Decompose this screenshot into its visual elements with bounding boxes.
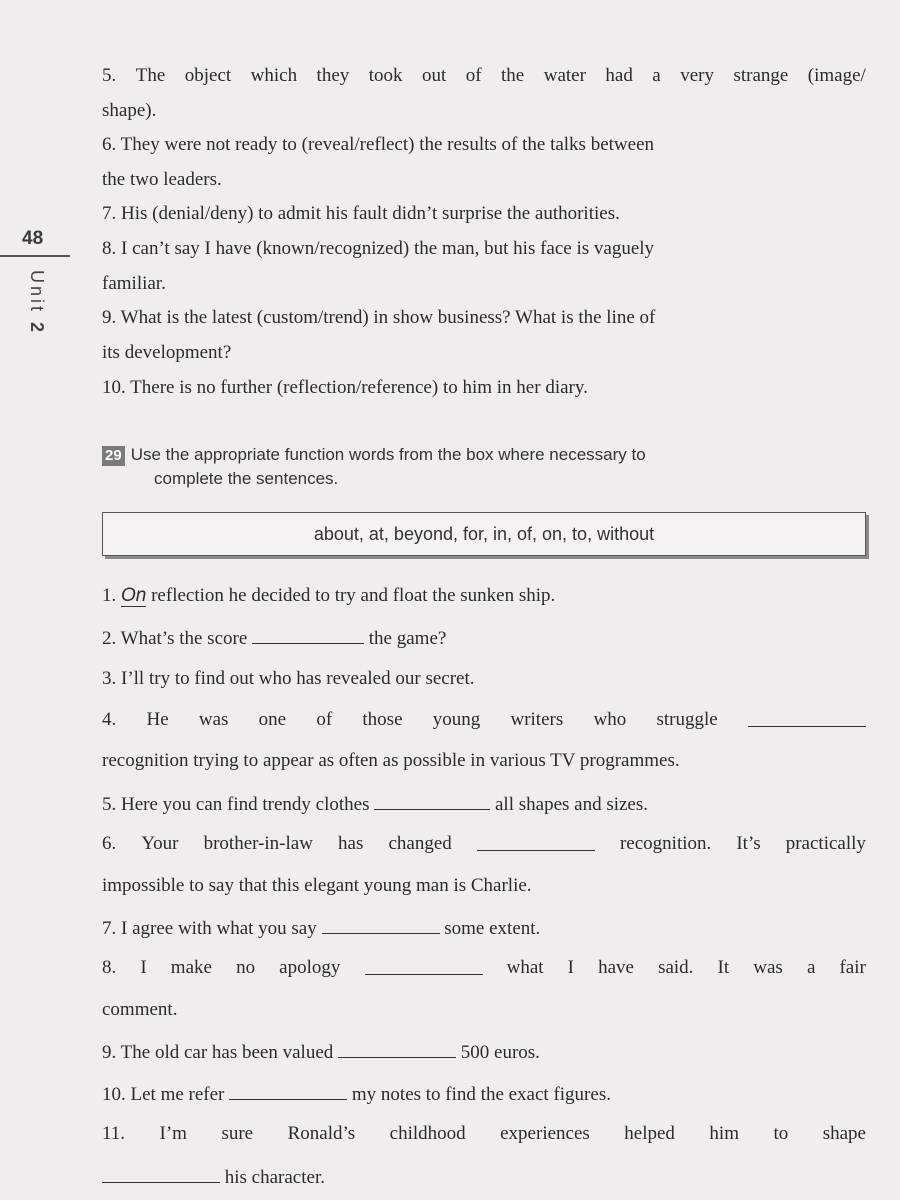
unit-label [26,270,47,335]
exercise-number-badge: 29 [102,446,125,466]
word: took [368,65,403,86]
word: struggle [656,709,718,730]
unit-word: Unit [27,270,47,315]
word: a [806,957,816,978]
word: He [146,709,169,730]
sentence-6b: impossible to say that this elegant young man is Charlie. [102,875,532,896]
word: experiences [500,1123,590,1144]
word-box-text: about, at, beyond, for, in, of, on, to, without [313,523,655,544]
word: writers [510,709,564,730]
prev-line-7: 7. His (denial/deny) to admit his fault didn’t surprise the authorities. [102,203,620,224]
answer-blank[interactable] [338,1039,456,1058]
page-number: 48 [22,228,44,249]
prev-line-5b: shape). [102,100,157,121]
exercise-instruction-2: complete the sentences. [154,469,339,488]
page-margin [0,0,76,1200]
sentence-9: 9. The old car has been valued 500 euros. [102,1039,540,1065]
word: helped [624,1123,675,1144]
word: (image/ [807,65,866,86]
word: Ronald’s [287,1123,356,1144]
word: have [598,957,634,978]
word: I [567,957,574,978]
prev-line-5a [102,64,866,88]
word: was [753,957,783,978]
word: apology [279,957,341,978]
word: object [184,65,232,86]
word: practically [785,833,866,854]
exercise-instruction-1: Use the appropriate function words from the box where necessary to [130,445,646,464]
word: said. [658,957,694,978]
word: 8. [102,957,117,978]
word: 5. [102,65,117,86]
word: who [593,709,627,730]
unit-number: 2 [27,322,47,336]
word: was [198,709,229,730]
word: recognition. [619,833,712,854]
word: to [773,1123,789,1144]
word-box [102,512,866,556]
word: young [432,709,481,730]
prev-line-6b: the two leaders. [102,169,222,190]
prev-line-8a: 8. I can’t say I have (known/recognized) the man, but his face is vaguely [102,238,655,259]
sentence-3: 3. I’ll try to find out who has revealed our secret. [102,668,475,689]
word: what [506,957,544,978]
word: one [258,709,287,730]
word: very [680,65,714,86]
sentence-10: 10. Let me refer my notes to find the exact figures. [102,1081,611,1107]
prev-line-6a: 6. They were not ready to (reveal/reflect) the results of the talks between [102,134,655,155]
word: I [140,957,147,978]
word: make [170,957,212,978]
exercise-heading [102,443,868,491]
sentence-11b: his character. [102,1164,325,1190]
prev-line-10: 10. There is no further (reflection/reference) to him in her diary. [102,377,588,398]
word: brother-in-law [203,833,313,854]
answer-blank[interactable] [102,1164,220,1183]
answer-blank[interactable] [252,625,364,644]
prev-line-9a: 9. What is the latest (custom/trend) in show business? What is the line of [102,307,656,328]
word: Your [141,833,179,854]
word: The [135,65,166,86]
word: It’s [736,833,761,854]
sentence-1: 1. On reflection he decided to try and float the sunken ship. [102,585,556,606]
sentence-7: 7. I agree with what you say some extent. [102,915,540,941]
prev-line-8b: familiar. [102,273,166,294]
word: strange [733,65,789,86]
answer-blank[interactable] [229,1081,347,1100]
answer-blank[interactable] [365,956,483,975]
word: sure [221,1123,254,1144]
answer-blank[interactable] [477,832,595,851]
sentence-2: 2. What’s the score the game? [102,625,446,651]
word: fair [839,957,866,978]
sentence-4b: recognition trying to appear as often as possible in various TV programmes. [102,750,680,771]
sentence-5: 5. Here you can find trendy clothes all shapes and sizes. [102,791,648,817]
word: out [421,65,447,86]
word: the [501,65,525,86]
word: 11. [102,1123,126,1144]
sentence-6a [102,832,866,856]
answer-blank[interactable] [374,791,490,810]
word: no [236,957,256,978]
word: which [250,65,298,86]
word: they [316,65,350,86]
word: It [717,957,730,978]
word: childhood [389,1123,466,1144]
word: a [652,65,661,86]
sentence-4a [102,708,866,732]
sentence-8a [102,956,866,980]
word: shape [822,1123,866,1144]
sentence-11a [102,1122,866,1146]
sentence-8b: comment. [102,999,178,1020]
word: of [316,709,333,730]
word: 4. [102,709,117,730]
answer-blank[interactable] [748,708,866,727]
word: I’m [159,1123,187,1144]
word: changed [388,833,452,854]
word: those [362,709,403,730]
prev-line-9b: its development? [102,342,232,363]
sample-answer: On [121,585,147,606]
word: him [709,1123,739,1144]
word: of [465,65,482,86]
word: water [543,65,586,86]
answer-blank[interactable] [322,915,440,934]
word: 6. [102,833,117,854]
word: has [338,833,364,854]
word: had [605,65,633,86]
page-number-rule [0,255,70,257]
